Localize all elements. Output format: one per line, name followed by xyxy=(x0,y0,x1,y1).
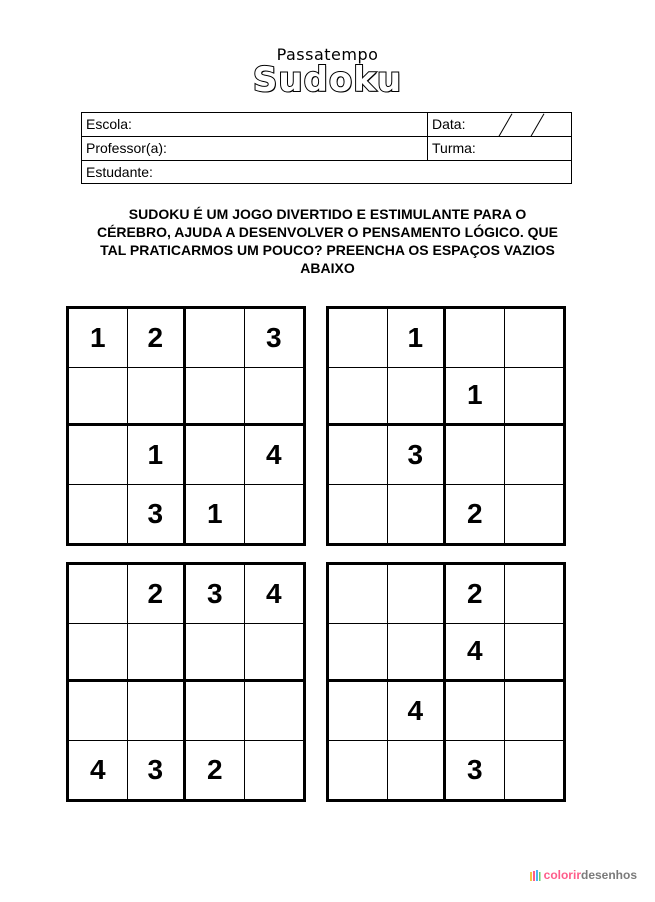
sudoku-cell[interactable] xyxy=(505,368,564,427)
sudoku-cell[interactable] xyxy=(446,309,505,368)
form-divider xyxy=(427,113,428,161)
header-subtitle: Passatempo xyxy=(276,45,379,64)
sudoku-cell[interactable] xyxy=(505,426,564,485)
brand-watermark xyxy=(529,868,637,882)
sudoku-cell[interactable] xyxy=(388,368,447,427)
form-row-teacher xyxy=(82,137,571,161)
sudoku-cell[interactable]: 1 xyxy=(69,309,128,368)
sudoku-cell[interactable] xyxy=(388,624,447,683)
sudoku-cell[interactable]: 2 xyxy=(186,741,245,800)
sudoku-cell[interactable] xyxy=(186,624,245,683)
sudoku-cell[interactable] xyxy=(186,426,245,485)
sudoku-cell[interactable] xyxy=(505,309,564,368)
sudoku-cell[interactable] xyxy=(69,624,128,683)
sudoku-cell[interactable]: 1 xyxy=(128,426,187,485)
sudoku-cell[interactable] xyxy=(245,741,304,800)
crayon-logo-icon xyxy=(529,868,541,882)
sudoku-cell[interactable] xyxy=(69,368,128,427)
sudoku-cell[interactable]: 2 xyxy=(128,309,187,368)
sudoku-cell[interactable]: 2 xyxy=(446,485,505,544)
sudoku-cell[interactable] xyxy=(505,682,564,741)
sudoku-cell[interactable] xyxy=(329,682,388,741)
date-field[interactable]: Data: xyxy=(432,116,466,132)
sudoku-cell[interactable]: 1 xyxy=(186,485,245,544)
sudoku-cell[interactable] xyxy=(329,485,388,544)
sudoku-cell[interactable]: 4 xyxy=(446,624,505,683)
sudoku-cell[interactable]: 3 xyxy=(388,426,447,485)
sudoku-cell[interactable]: 3 xyxy=(128,485,187,544)
form-row-school xyxy=(82,113,571,137)
sudoku-cell[interactable]: 3 xyxy=(245,309,304,368)
sudoku-cell[interactable] xyxy=(505,565,564,624)
sudoku-cell[interactable]: 4 xyxy=(245,565,304,624)
sudoku-cell[interactable] xyxy=(329,624,388,683)
sudoku-cell[interactable] xyxy=(69,565,128,624)
sudoku-cell[interactable] xyxy=(388,485,447,544)
school-field[interactable]: Escola: xyxy=(86,116,132,132)
sudoku-cell[interactable] xyxy=(186,682,245,741)
sudoku-cell[interactable]: 3 xyxy=(128,741,187,800)
sudoku-cell[interactable]: 2 xyxy=(446,565,505,624)
sudoku-cell[interactable]: 4 xyxy=(245,426,304,485)
sudoku-cell[interactable] xyxy=(388,565,447,624)
sudoku-grid-4 xyxy=(326,562,566,802)
sudoku-cell[interactable]: 3 xyxy=(446,741,505,800)
sudoku-cell[interactable] xyxy=(245,624,304,683)
sudoku-cell[interactable] xyxy=(329,309,388,368)
brand-name-part2: desenhos xyxy=(580,868,637,882)
instructions-text: SUDOKU É UM JOGO DIVERTIDO E ESTIMULANTE PARA O CÉREBRO, AJUDA A DESENVOLVER O PENSAMENTO LÓGICO. QUE TAL PRATICARMOS UM POUCO? PREENCHA OS ESPAÇOS VAZIOS ABAIXO xyxy=(96,206,558,276)
sudoku-grid-2 xyxy=(326,306,566,546)
sudoku-cell[interactable] xyxy=(245,368,304,427)
sudoku-cell[interactable] xyxy=(505,485,564,544)
form-row-student xyxy=(82,161,571,185)
sudoku-cell[interactable] xyxy=(388,741,447,800)
sudoku-cell[interactable] xyxy=(128,368,187,427)
sudoku-cell[interactable] xyxy=(128,624,187,683)
student-info-form xyxy=(81,112,572,184)
sudoku-cell[interactable] xyxy=(186,309,245,368)
sudoku-cell[interactable] xyxy=(505,741,564,800)
sudoku-cell[interactable] xyxy=(329,741,388,800)
sudoku-cell[interactable]: 1 xyxy=(388,309,447,368)
header-title: Sudoku xyxy=(252,60,403,100)
sudoku-cell[interactable] xyxy=(128,682,187,741)
sudoku-cell[interactable] xyxy=(505,624,564,683)
sudoku-cell[interactable] xyxy=(329,426,388,485)
sudoku-cell[interactable]: 1 xyxy=(446,368,505,427)
sudoku-cell[interactable] xyxy=(69,426,128,485)
brand-name-part1: colorir xyxy=(543,868,581,882)
sudoku-cell[interactable]: 4 xyxy=(388,682,447,741)
sudoku-cell[interactable]: 3 xyxy=(186,565,245,624)
class-field[interactable]: Turma: xyxy=(432,140,476,156)
sudoku-cell[interactable] xyxy=(69,682,128,741)
sudoku-cell[interactable] xyxy=(245,485,304,544)
sudoku-cell[interactable] xyxy=(446,426,505,485)
student-field[interactable]: Estudante: xyxy=(86,164,153,180)
sudoku-cell[interactable]: 4 xyxy=(69,741,128,800)
sudoku-cell[interactable] xyxy=(446,682,505,741)
sudoku-cell[interactable]: 2 xyxy=(128,565,187,624)
sudoku-grid-1 xyxy=(66,306,306,546)
sudoku-cell[interactable] xyxy=(69,485,128,544)
teacher-field[interactable]: Professor(a): xyxy=(86,140,167,156)
sudoku-cell[interactable] xyxy=(245,682,304,741)
sudoku-cell[interactable] xyxy=(186,368,245,427)
sudoku-grid-3 xyxy=(66,562,306,802)
sudoku-cell[interactable] xyxy=(329,368,388,427)
sudoku-cell[interactable] xyxy=(329,565,388,624)
